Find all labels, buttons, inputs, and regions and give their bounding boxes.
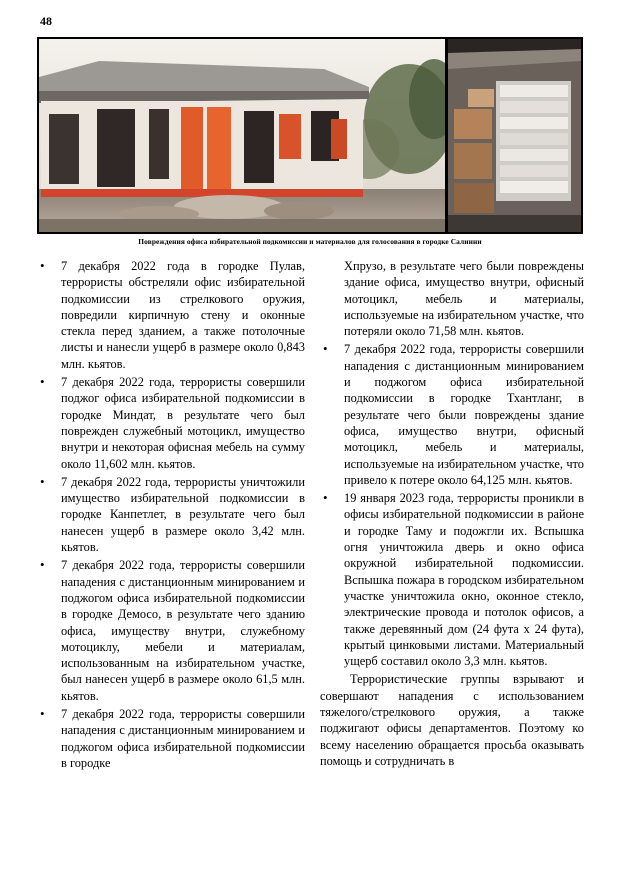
incident-item: • 7 декабря 2022 года, террористы совершили поджог офиса избирательной подкомиссии в городке Миндат, в результате чего был поврежден служебный мотоцикл, имущество внутри и некоторая офисная мебель на сумму около 11,602 млн. кьятов.	[37, 374, 305, 472]
page-number: 48	[40, 14, 52, 28]
burned-building-photo	[39, 39, 445, 232]
incident-item: • 7 декабря 2022 года в городке Пулав, террористы обстреляли офис избирательной подкомиссии из стрелкового оружия, повредили кирпичную стену и оконные стекла перед зданием, а также потолочные листы и нанесли ущерб в размере около 0,843 млн. кьятов.	[37, 258, 305, 372]
right-column	[320, 258, 584, 769]
photo-frame	[37, 37, 583, 234]
photo-caption: Повреждения офиса избирательной подкомиссии и материалов для голосования в городке Салинни	[138, 237, 482, 246]
incident-item: • 7 декабря 2022 года, террористы совершили нападения с дистанционным минированием и поджогом офиса избирательной подкомиссии в городке Демосо, в результате чего зданию офиса, имуществу внутри, служебному мотоциклу, мебели и материалам, использованным на избирательном участке, был нанесен ущерб в размере около 61,5 млн. кьятов.	[37, 557, 305, 704]
incident-item: • 7 декабря 2022 года, террористы уничтожили имущество избирательной подкомиссии в городке Канпетлет, в результате чего был нанесен ущерб в размере около 3,42 млн. кьятов.	[37, 474, 305, 555]
incident-item: • 7 декабря 2022 года, террористы совершили нападения с дистанционным минированием и поджогом офиса избирательной подкомиссии в городке Тхантланг, в результате чего были повреждены здание офиса, имущество внутри, офисный мотоцикл, мебель и материалы, используемые на избирательном участке, что привело к потере около 64,125 млн. кьятов.	[320, 341, 584, 488]
incident-item: • 19 января 2023 года, террористы проникли в офисы избирательной подкомиссии в районе и городке Таму и подожгли их. Вспышка огня уничтожила дверь и окно офиса окружной избирательной подкомиссии. Вспышка пожара в городском избирательном участке уничтожила окно, оконное стекло, электрические провода и потолок офисов, а также деревянный дом (24 фута x 24 фута), крытый цинковыми листами. Материальный ущерб составил около 3,3 млн. кьятов.	[320, 490, 584, 669]
incident-continuation: Хпрузо, в результате чего были повреждены здание офиса, имущество внутри, офисный мотоцикл, мебель и материалы, используемые на избирательном участке, что потеряли около 71,58 млн. кьятов.	[344, 259, 584, 339]
incident-item: • 7 декабря 2022 года, террористы совершили нападения с дистанционным минированием и поджогом офиса избирательной подкомиссии в городке	[37, 706, 305, 771]
closing-paragraph: Террористические группы взрывают и совершают нападения с использованием тяжелого/стрелкового оружия, а также поджигают офисы департаментов. Поэтому ко всему населению обращается просьба оказывать помощь и сотрудничать в	[320, 672, 584, 768]
voting-materials-photo	[448, 39, 581, 232]
left-column	[37, 258, 305, 773]
